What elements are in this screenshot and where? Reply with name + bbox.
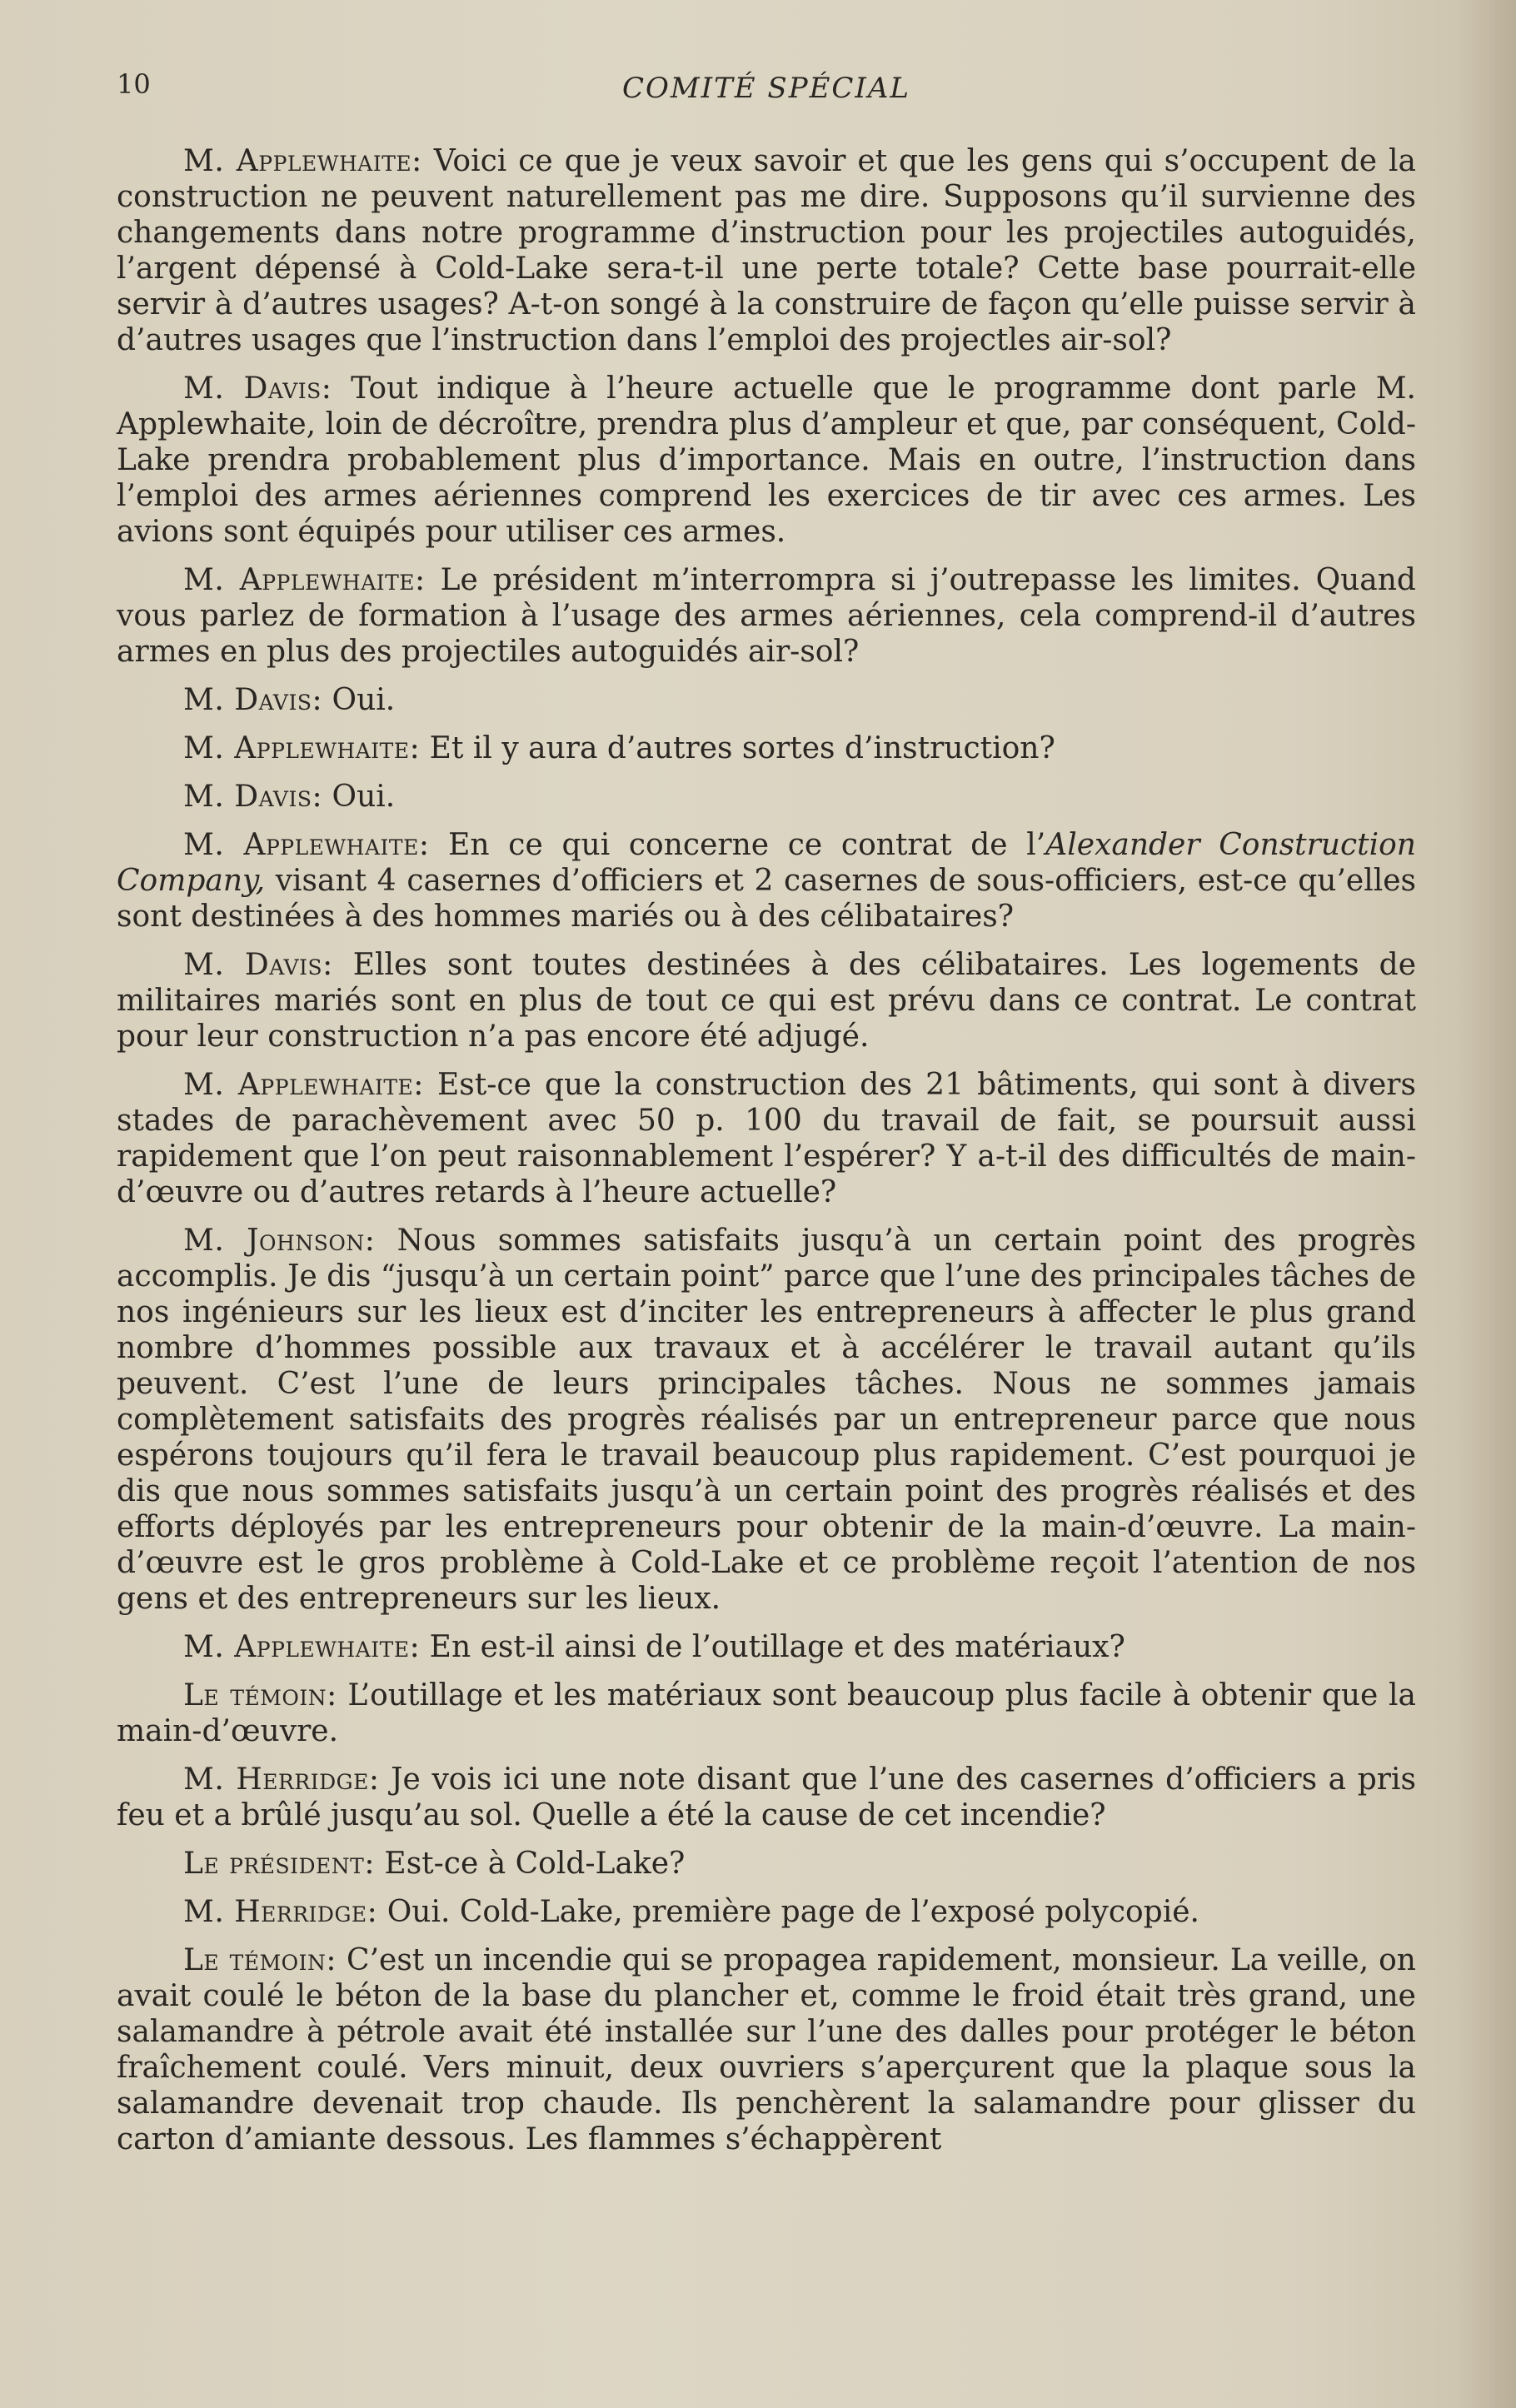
- paragraph: [117, 371, 1416, 550]
- speaker-name: M. Applewhaite:: [183, 1630, 421, 1664]
- speaker-name: Le témoin:: [183, 1943, 337, 1977]
- paragraph: [117, 730, 1416, 766]
- paragraph: [117, 1223, 1416, 1617]
- speaker-name: M. Applewhaite:: [183, 1068, 424, 1102]
- paragraph-text: Oui. Cold-Lake, première page de l’exposé polycopié.: [377, 1895, 1199, 1929]
- paragraph-text: Oui.: [322, 683, 396, 717]
- speaker-name: M. Applewhaite:: [183, 563, 426, 597]
- paragraph-text: Je vois ici une note disant que l’une des casernes d’officiers a pris feu et a brûlé jusqu’au sol. Quelle a été la cause de cet incendie?: [117, 1762, 1416, 1832]
- paragraph: [117, 1678, 1416, 1749]
- paragraph-text: Le président m’interrompra si j’outrepasse les limites. Quand vous parlez de formation à l’usage des armes aériennes, cela comprend-il d’autres armes en plus des projectiles autoguidés air-sol?: [117, 563, 1416, 669]
- speaker-name: Le président:: [183, 1847, 375, 1881]
- paragraph-text: Est-ce que la construction des 21 bâtiments, qui sont à divers stades de parachèvement avec 50 p. 100 du travail de fait, se poursuit aussi rapidement que l’on peut raisonnablement l’espérer? Y a-t-il des difficultés de main-d’œuvre ou d’autres retards à l’heure actuelle?: [117, 1068, 1416, 1209]
- paragraph: [117, 1067, 1416, 1210]
- speaker-name: M. Applewhaite:: [183, 731, 421, 765]
- speaker-name: M. Herridge:: [183, 1762, 380, 1797]
- paragraph-text: Oui.: [322, 780, 396, 814]
- paragraph: [117, 1629, 1416, 1665]
- paragraph-text: Voici ce que je veux savoir et que les gens qui s’occupent de la construction ne peuvent naturellement pas me dire. Supposons qu’il survienne des changements dans notre programme d’instruction pour les projectiles autoguidés, l’argent dépensé à Cold-Lake sera-t-il une perte totale? Cette base pourrait-elle servir à d’autres usages? A-t-on songé à la construire de façon qu’elle puisse servir à d’autres usages que l’instruction dans l’emploi des projectles air-sol?: [117, 144, 1416, 357]
- paragraph: [117, 143, 1416, 358]
- paragraph-text: Tout indique à l’heure actuelle que le programme dont parle M. Applewhaite, loin de décroître, prendra plus d’ampleur et que, par conséquent, Cold-Lake prendra probablement plus d’importance. Mais en outre, l’instruction dans l’emploi des armes aériennes comprend les exercices de tir avec ces armes. Les avions sont équipés pour utiliser ces armes.: [117, 371, 1416, 549]
- paragraph-text: Est-ce à Cold-Lake?: [374, 1847, 686, 1881]
- paragraph: [117, 1846, 1416, 1882]
- company-name: Alexander Construction Company,: [117, 828, 1416, 898]
- speaker-name: Le témoin:: [183, 1678, 337, 1713]
- paragraph-text: En est-il ainsi de l’outillage et des matériaux?: [420, 1630, 1125, 1664]
- speaker-name: M. Applewhaite:: [183, 144, 422, 178]
- paragraph-text: visant 4 casernes d’officiers et 2 casernes de sous-officiers, est-ce qu’elles sont destinées à des hommes mariés ou à des célibataires?: [117, 864, 1416, 934]
- paragraph: [117, 1894, 1416, 1930]
- paragraph-text: En ce qui concerne ce contrat de l’: [429, 828, 1046, 862]
- paragraph: [117, 682, 1416, 718]
- speaker-name: M. Applewhaite:: [183, 828, 430, 862]
- speaker-name: M. Davis:: [183, 948, 333, 982]
- paragraph: [117, 947, 1416, 1054]
- paragraph: [117, 562, 1416, 670]
- paragraph-text: Et il y aura d’autres sortes d’instruction?: [420, 731, 1055, 765]
- running-head: [117, 68, 1416, 110]
- paragraph: [117, 1942, 1416, 2157]
- speaker-name: M. Johnson:: [183, 1224, 376, 1258]
- paragraph: [117, 779, 1416, 815]
- paragraph-text: Nous sommes satisfaits jusqu’à un certain point des progrès accomplis. Je dis “jusqu’à un certain point” parce que l’une des principales tâches de nos ingénieurs sur les lieux est d’inciter les entrepreneurs à affecter le plus grand nombre d’hommes possible aux travaux et à accélérer le travail autant qu’ils peuvent. C’est l’une de leurs principales tâches. Nous ne sommes jamais complètement satisfaits des progrès réalisés par un entrepreneur parce que nous espérons toujours qu’il fera le travail beaucoup plus rapidement. C’est pourquoi je dis que nous sommes satisfaits jusqu’à un certain point des progrès réalisés et des efforts déployés par les entrepreneurs pour obtenir de la main-d’œuvre. La main-d’œuvre est le gros problème à Cold-Lake et ce problème reçoit l’atention de nos gens et des entrepreneurs sur les lieux.: [117, 1224, 1417, 1616]
- header-title: COMITÉ SPÉCIAL: [621, 72, 910, 105]
- paragraph-text: L’outillage et les matériaux sont beaucoup plus facile à obtenir que la main-d’œuvre.: [117, 1678, 1416, 1748]
- paragraph: [117, 1762, 1416, 1833]
- transcript-body: [117, 143, 1416, 2170]
- page-number: 10: [117, 68, 151, 100]
- speaker-name: M. Davis:: [183, 780, 323, 814]
- speaker-name: M. Davis:: [183, 683, 323, 717]
- paragraph: [117, 827, 1416, 935]
- speaker-name: M. Davis:: [183, 371, 332, 406]
- paragraph-text: Elles sont toutes destinées à des célibataires. Les logements de militaires mariés sont en plus de tout ce qui est prévu dans ce contrat. Le contrat pour leur construction n’a pas encore été adjugé.: [117, 948, 1416, 1054]
- paragraph-text: C’est un incendie qui se propagea rapidement, monsieur. La veille, on avait coulé le béton de la base du plancher et, comme le froid était très grand, une salamandre à pétrole avait été installée sur l’une des dalles pour protéger le béton fraîchement coulé. Vers minuit, deux ouvriers s’aperçurent que la plaque sous la salamandre devenait trop chaude. Ils penchèrent la salamandre pour glisser du carton d’amiante dessous. Les flammes s’échappèrent: [117, 1943, 1416, 2156]
- speaker-name: M. Herridge:: [183, 1895, 378, 1929]
